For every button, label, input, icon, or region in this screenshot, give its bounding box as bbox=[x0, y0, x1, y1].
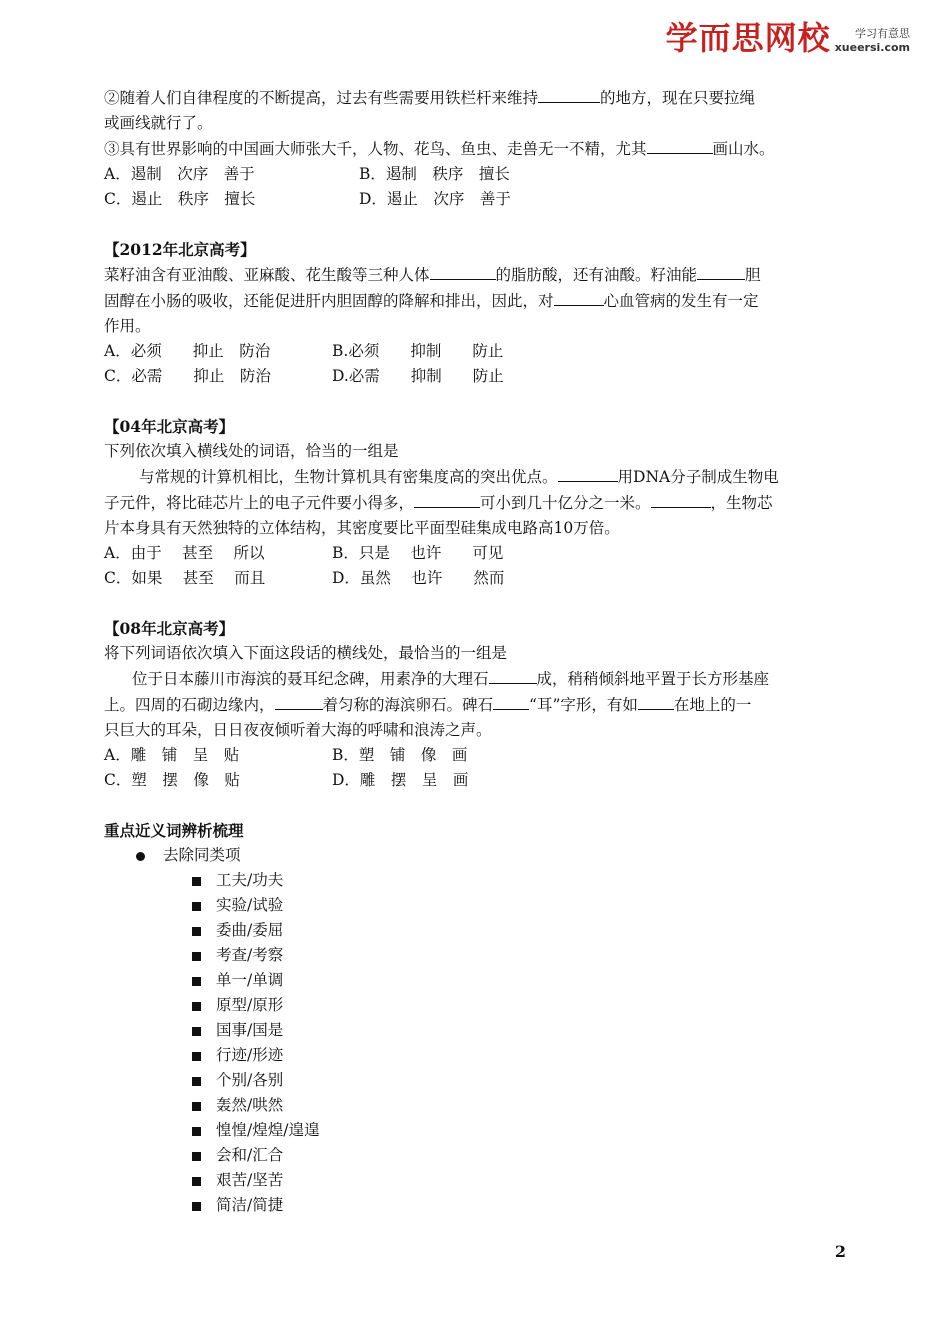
fill-blank bbox=[275, 692, 323, 710]
list-item: 轰然/哄然 bbox=[192, 1093, 849, 1118]
list-item: 单一/单调 bbox=[192, 968, 849, 993]
paragraph-line: ②随着人们自律程度的不断提高，过去有些需要用铁栏杆来维持 的地方，现在只要拉绳 bbox=[104, 85, 849, 111]
question-prompt: 将下列词语依次填入下面这段话的横线处，最恰当的一组是 bbox=[104, 644, 508, 662]
square-bullet-icon bbox=[192, 902, 201, 911]
option: C．必需 抑止 防治 bbox=[104, 367, 271, 385]
logo-text: 学而思网校 bbox=[665, 19, 831, 57]
list-item: 委曲/委屈 bbox=[192, 918, 849, 943]
options-row bbox=[104, 768, 849, 793]
question-heading: 【2012年北京高考】 bbox=[104, 240, 256, 259]
options-row bbox=[104, 162, 849, 187]
section-title: 重点近义词辨析梳理 bbox=[104, 821, 244, 840]
list-item: 国事/国是 bbox=[192, 1018, 849, 1043]
option: D．雕 摆 呈 画 bbox=[332, 771, 469, 789]
fill-blank bbox=[638, 692, 674, 710]
logo-slogan: 学习有意思 bbox=[855, 27, 910, 40]
square-bullet-icon bbox=[192, 1177, 201, 1186]
logo-side bbox=[835, 20, 910, 54]
list-item: 会和/汇合 bbox=[192, 1143, 849, 1168]
page-content bbox=[104, 85, 849, 1218]
option: C．塑 摆 像 贴 bbox=[104, 771, 240, 789]
square-bullet-icon bbox=[192, 1002, 201, 1011]
options-row bbox=[104, 743, 849, 768]
option: C．如果 甚至 而且 bbox=[104, 569, 266, 587]
square-bullet-icon bbox=[192, 1202, 201, 1211]
options-row bbox=[104, 364, 849, 389]
list-item: 去除同类项 bbox=[104, 843, 849, 868]
square-bullet-icon bbox=[192, 877, 201, 886]
paragraph-line: ③具有世界影响的中国画大师张大千，人物、花鸟、鱼虫、走兽无一不精，尤其 画山水。 bbox=[104, 136, 849, 162]
options-row bbox=[104, 187, 849, 212]
fill-blank bbox=[651, 490, 711, 508]
list-item: 艰苦/坚苦 bbox=[192, 1168, 849, 1193]
option: B．塑 铺 像 画 bbox=[332, 746, 468, 764]
paragraph-line: 只巨大的耳朵，日日夜夜倾听着大海的呼啸和浪涛之声。 bbox=[104, 721, 492, 739]
fill-blank bbox=[538, 85, 600, 103]
fill-blank bbox=[489, 666, 537, 684]
list-item: 考查/考察 bbox=[192, 943, 849, 968]
option: D.必需 抑制 防止 bbox=[332, 367, 504, 385]
fill-blank bbox=[697, 262, 745, 280]
square-bullet-icon bbox=[192, 977, 201, 986]
option: D．虽然 也许 然而 bbox=[332, 569, 505, 587]
fill-blank bbox=[430, 262, 496, 280]
list-item: 简洁/简捷 bbox=[192, 1193, 849, 1218]
logo bbox=[666, 20, 910, 56]
options-row bbox=[104, 339, 849, 364]
list-item: 行迹/形迹 bbox=[192, 1043, 849, 1068]
option: D．遏止 次序 善于 bbox=[359, 190, 511, 208]
paragraph-line: 片本身具有天然独特的立体结构，其密度要比平面型硅集成电路高10万倍。 bbox=[104, 519, 620, 537]
options-row bbox=[104, 541, 849, 566]
square-bullet-icon bbox=[192, 1152, 201, 1161]
bullet-dot-icon bbox=[136, 852, 145, 861]
paragraph-line: 菜籽油含有亚油酸、亚麻酸、花生酸等三种人体 的脂肪酸，还有油酸。籽油能 胆 bbox=[104, 262, 849, 288]
list-item: 工夫/功夫 bbox=[192, 868, 849, 893]
option: B.必须 抑制 防止 bbox=[332, 342, 504, 360]
page-number: 2 bbox=[834, 1242, 846, 1261]
paragraph-line: 或画线就行了。 bbox=[104, 114, 213, 132]
square-bullet-icon bbox=[192, 1102, 201, 1111]
paragraph-line: 位于日本藤川市海滨的聂耳纪念碑，用素净的大理石 成，稍稍倾斜地平置于长方形基座 bbox=[104, 666, 849, 692]
list-item: 原型/原形 bbox=[192, 993, 849, 1018]
fill-blank bbox=[493, 692, 529, 710]
paragraph-line: 固醇在小肠的吸收，还能促进肝内胆固醇的降解和排出，因此，对 心血管病的发生有一定 bbox=[104, 288, 849, 314]
question-heading: 【04年北京高考】 bbox=[104, 417, 235, 436]
square-bullet-icon bbox=[192, 1027, 201, 1036]
option: A．必须 抑止 防治 bbox=[104, 342, 271, 360]
fill-blank bbox=[414, 490, 480, 508]
paragraph-line: 作用。 bbox=[104, 317, 151, 335]
paragraph-line: 上。四周的石砌边缘内， 着匀称的海滨卵石。碑石 “耳”字形，有如 在地上的一 bbox=[104, 692, 849, 718]
option: B．只是 也许 可见 bbox=[332, 544, 504, 562]
paragraph-line: 与常规的计算机相比，生物计算机具有密集度高的突出优点。 用DNA分子制成生物电 bbox=[104, 464, 849, 490]
list-item: 实验/试验 bbox=[192, 893, 849, 918]
list-item: 惶惶/煌煌/遑遑 bbox=[192, 1118, 849, 1143]
option: A．雕 铺 呈 贴 bbox=[104, 746, 240, 764]
fill-blank bbox=[554, 288, 604, 306]
square-bullet-icon bbox=[192, 1052, 201, 1061]
square-bullet-icon bbox=[192, 1077, 201, 1086]
option: B．遏制 秩序 擅长 bbox=[359, 165, 510, 183]
question-heading: 【08年北京高考】 bbox=[104, 619, 235, 638]
fill-blank bbox=[558, 464, 618, 482]
square-bullet-icon bbox=[192, 952, 201, 961]
option: A．遏制 次序 善于 bbox=[104, 165, 255, 183]
square-bullet-icon bbox=[192, 927, 201, 936]
option: C．遏止 秩序 擅长 bbox=[104, 190, 256, 208]
word-pair-list bbox=[104, 868, 849, 1218]
fill-blank bbox=[647, 136, 713, 154]
square-bullet-icon bbox=[192, 1127, 201, 1136]
list-item: 个别/各别 bbox=[192, 1068, 849, 1093]
question-prompt: 下列依次填入横线处的词语，恰当的一组是 bbox=[104, 442, 399, 460]
paragraph-line: 子元件，将比硅芯片上的电子元件要小得多， 可小到几十亿分之一米。 ，生物芯 bbox=[104, 490, 849, 516]
options-row bbox=[104, 566, 849, 591]
option: A．由于 甚至 所以 bbox=[104, 544, 265, 562]
logo-url: xueersi.com bbox=[834, 41, 910, 54]
